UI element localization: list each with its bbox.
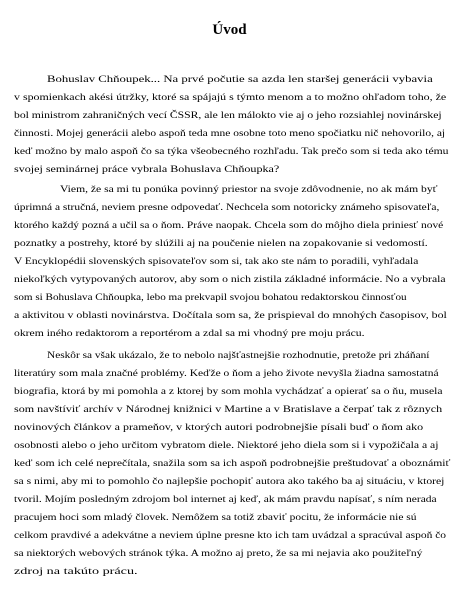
paragraph-1-line-6: svojej seminárnej práce vybrala Bohuslava Chňoupka? — [14, 164, 280, 175]
paragraph-2-line-1: Viem, že sa mi tu ponúka povinný priestor na svoje zdôvodnenie, no ak mám byť — [60, 184, 438, 195]
paragraph-3-line-11: celkom pravdivé a adekvátne a neviem úplne presne kto ich tam uvádzal a spracúval aspoň čo — [14, 530, 447, 541]
paragraph-2-line-3: ktorého každý pozná a učil sa o ňom. Práve naopak. Chcela som do môjho diela priniesť nové — [14, 220, 444, 231]
paragraph-3-line-12: sa niektorých webových stránok týka. A možno aj preto, že sa mi nejavia ako použiteľný — [14, 548, 423, 559]
paragraph-1-line-5: keď možno by malo aspoň čo sa týka všeobecného rozhľadu. Tak prečo som si teda ako tému — [14, 146, 449, 157]
paragraph-2-line-9: okrem iného redaktorom a reportérom a zdal sa mi vhodný pre moju prácu. — [14, 328, 365, 339]
paragraph-1-line-4: činnosti. Mojej generácii alebo aspoň teda mne osobne toto meno spočiatku nič nehovorilo, aj — [14, 128, 446, 139]
paragraph-3-line-1: Neskôr sa však ukázalo, že to nebolo najšťastnejšie rozhodnutie, pretože pri zháňaní — [47, 350, 430, 361]
paragraph-3-line-4: som navštíviť archív v Národnej knižnici v Martine a v Bratislave a čerpať tak z rôznych — [14, 404, 443, 415]
paragraph-2-line-8: a aktivitou v oblasti novinárstva. Dočítala som sa, že prispieval do mnohých časopisov, bol — [14, 310, 447, 321]
paragraph-3-line-7: keď som ich celé neprečítala, snažila som sa ich aspoň podrobnejšie preštudovať a oboznámiť — [14, 458, 451, 469]
paragraph-2-line-6: niekoľkých vytypovaných autorov, aby som o nich zistila základné informácie. No a vybrala — [14, 274, 446, 285]
paragraph-3-line-8: sa s nimi, aby mi to pomohlo čo najlepšie pochopiť autora ako takého ba aj situáciu, v ktorej — [14, 476, 445, 487]
paragraph-2-line-4: poznatky a postrehy, ktoré by slúžili aj na poučenie nielen na zopakovanie si vedomostí. — [14, 238, 428, 249]
paragraph-3-line-13: zdroj na takúto prácu. — [14, 566, 138, 577]
page-title: Úvod — [212, 22, 247, 38]
paragraph-2-line-2: úprimná a stručná, neviem presne odpovedať. Nechcela som notoricky známeho spisovateľa, — [14, 202, 440, 213]
paragraph-1-line-2: v spomienkach akési útržky, ktoré sa spájajú s týmto menom a to možno ohľadom toho, že — [14, 92, 447, 103]
paragraph-3-line-10: pracujem hoci som mladý človek. Nemôžem sa totiž zbaviť pocitu, že informácie nie sú — [14, 512, 417, 523]
paragraph-3-line-9: tvoril. Mojím posledným zdrojom bol internet aj keď, ak mám pravdu napísať, s ním nerada — [14, 494, 437, 505]
paragraph-2-line-7: som si Bohuslava Chňoupka, lebo ma prekvapil svojou bohatou redaktorskou činnosťou — [14, 292, 407, 303]
paragraph-3-line-2: literatúry som mala značné problémy. Keďže o ňom a jeho živote nevyšla žiadna samostatná — [14, 368, 439, 379]
paragraph-2-line-5: V Encyklopédii slovenských spisovateľov som si, tak ako ste nám to poradili, vyhľadala — [14, 256, 419, 267]
paragraph-3-line-5: novinových článkov a prameňov, v ktorých autori podrobnejšie písali buď o ňom ako — [14, 422, 424, 433]
paragraph-3-line-3: biografia, ktorá by mi pomohla a z ktorej by som mohla vychádzať a opierať sa o ňu, musela — [14, 386, 443, 397]
paragraph-3-line-6: osobnosti alebo o jeho určitom vybratom diele. Niektoré jeho diela som si i vypožičala a aj — [14, 440, 439, 451]
paragraph-1-line-1: Bohuslav Chňoupek... Na prvé počutie sa azda len staršej generácii vybavia — [47, 74, 433, 85]
paragraph-1-line-3: bol ministrom zahraničných vecí ČSSR, ale len málokto vie aj o jeho rozsiahlej novinárskej — [14, 110, 442, 121]
